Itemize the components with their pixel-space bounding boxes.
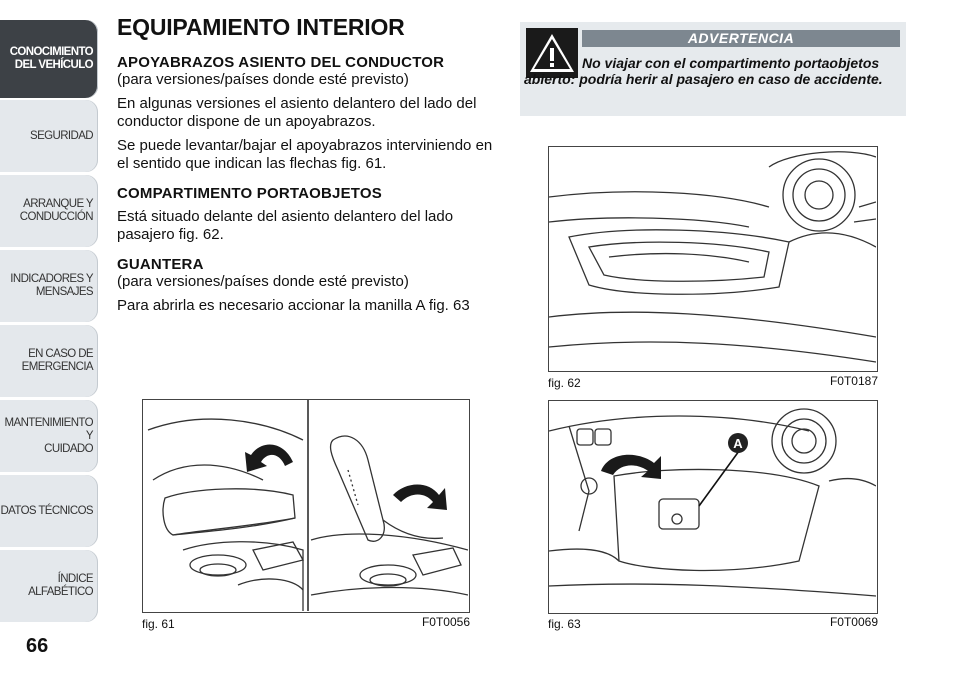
warning-title: ADVERTENCIA <box>582 30 900 47</box>
tab-mantenimiento-y-cuidado[interactable]: MANTENIMIENTO Y CUIDADO <box>0 400 98 472</box>
figure-62-storage-compartment <box>548 146 878 372</box>
figure-61-armrest <box>142 399 470 613</box>
tab-datos-tecnicos[interactable]: DATOS TÉCNICOS <box>0 475 98 547</box>
armrest-illustration <box>143 400 468 611</box>
figure-63-glove-box <box>548 400 878 614</box>
raise-arrow-icon <box>245 445 293 472</box>
warning-text: No viajar con el compartimento portaobjetos abierto: podría herir al pasajero en caso de accidente. <box>524 55 883 87</box>
lower-arrow-icon <box>393 484 447 510</box>
storage-compartment-illustration <box>549 147 876 370</box>
figure-61-label: fig. 61 <box>142 617 175 631</box>
section-heading-guantera: GUANTERA <box>117 256 204 273</box>
tab-indicadores-y-mensajes[interactable]: INDICADORES Y MENSAJES <box>0 250 98 322</box>
page-title: EQUIPAMIENTO INTERIOR <box>117 14 405 40</box>
tab-conocimiento-del-vehiculo[interactable]: CONOCIMIENTO DEL VEHÍCULO <box>0 20 98 98</box>
main-content <box>117 14 502 321</box>
figure-63-code: F0T0069 <box>829 615 878 629</box>
figure-61-code: F0T0056 <box>421 615 470 629</box>
figure-63-label: fig. 63 <box>548 617 581 631</box>
figure-62-label: fig. 62 <box>548 376 581 390</box>
paragraph: En algunas versiones el asiento delantero del lado del conductor dispone de un apoyabrazos. <box>117 95 477 130</box>
tab-arranque-y-conduccion[interactable]: ARRANQUE Y CONDUCCIÓN <box>0 175 98 247</box>
section-subheading: (para versiones/países donde esté previsto) <box>117 71 409 88</box>
paragraph: Para abrirla es necesario accionar la manilla A fig. 63 <box>117 297 470 314</box>
page-number: 66 <box>26 635 49 657</box>
paragraph: Se puede levantar/bajar el apoyabrazos interviniendo en el sentido que indican las flechas fig. 61. <box>117 137 493 172</box>
section-subheading: (para versiones/países donde esté previsto) <box>117 273 409 290</box>
glove-box-illustration <box>549 401 876 612</box>
tab-indice-alfabetico[interactable]: ÍNDICE ALFABÉTICO <box>0 550 98 622</box>
figure-62-code: F0T0187 <box>829 374 878 388</box>
section-heading-apoyabrazos: APOYABRAZOS ASIENTO DEL CONDUCTOR <box>117 54 445 71</box>
section-heading-compartimento: COMPARTIMENTO PORTAOBJETOS <box>117 185 382 202</box>
warning-box <box>520 22 906 116</box>
tab-en-caso-de-emergencia[interactable]: EN CASO DE EMERGENCIA <box>0 325 98 397</box>
paragraph: Está situado delante del asiento delantero del lado pasajero fig. 62. <box>117 208 454 243</box>
tab-seguridad[interactable]: SEGURIDAD <box>0 100 98 172</box>
callout-a-label: A <box>733 436 743 451</box>
